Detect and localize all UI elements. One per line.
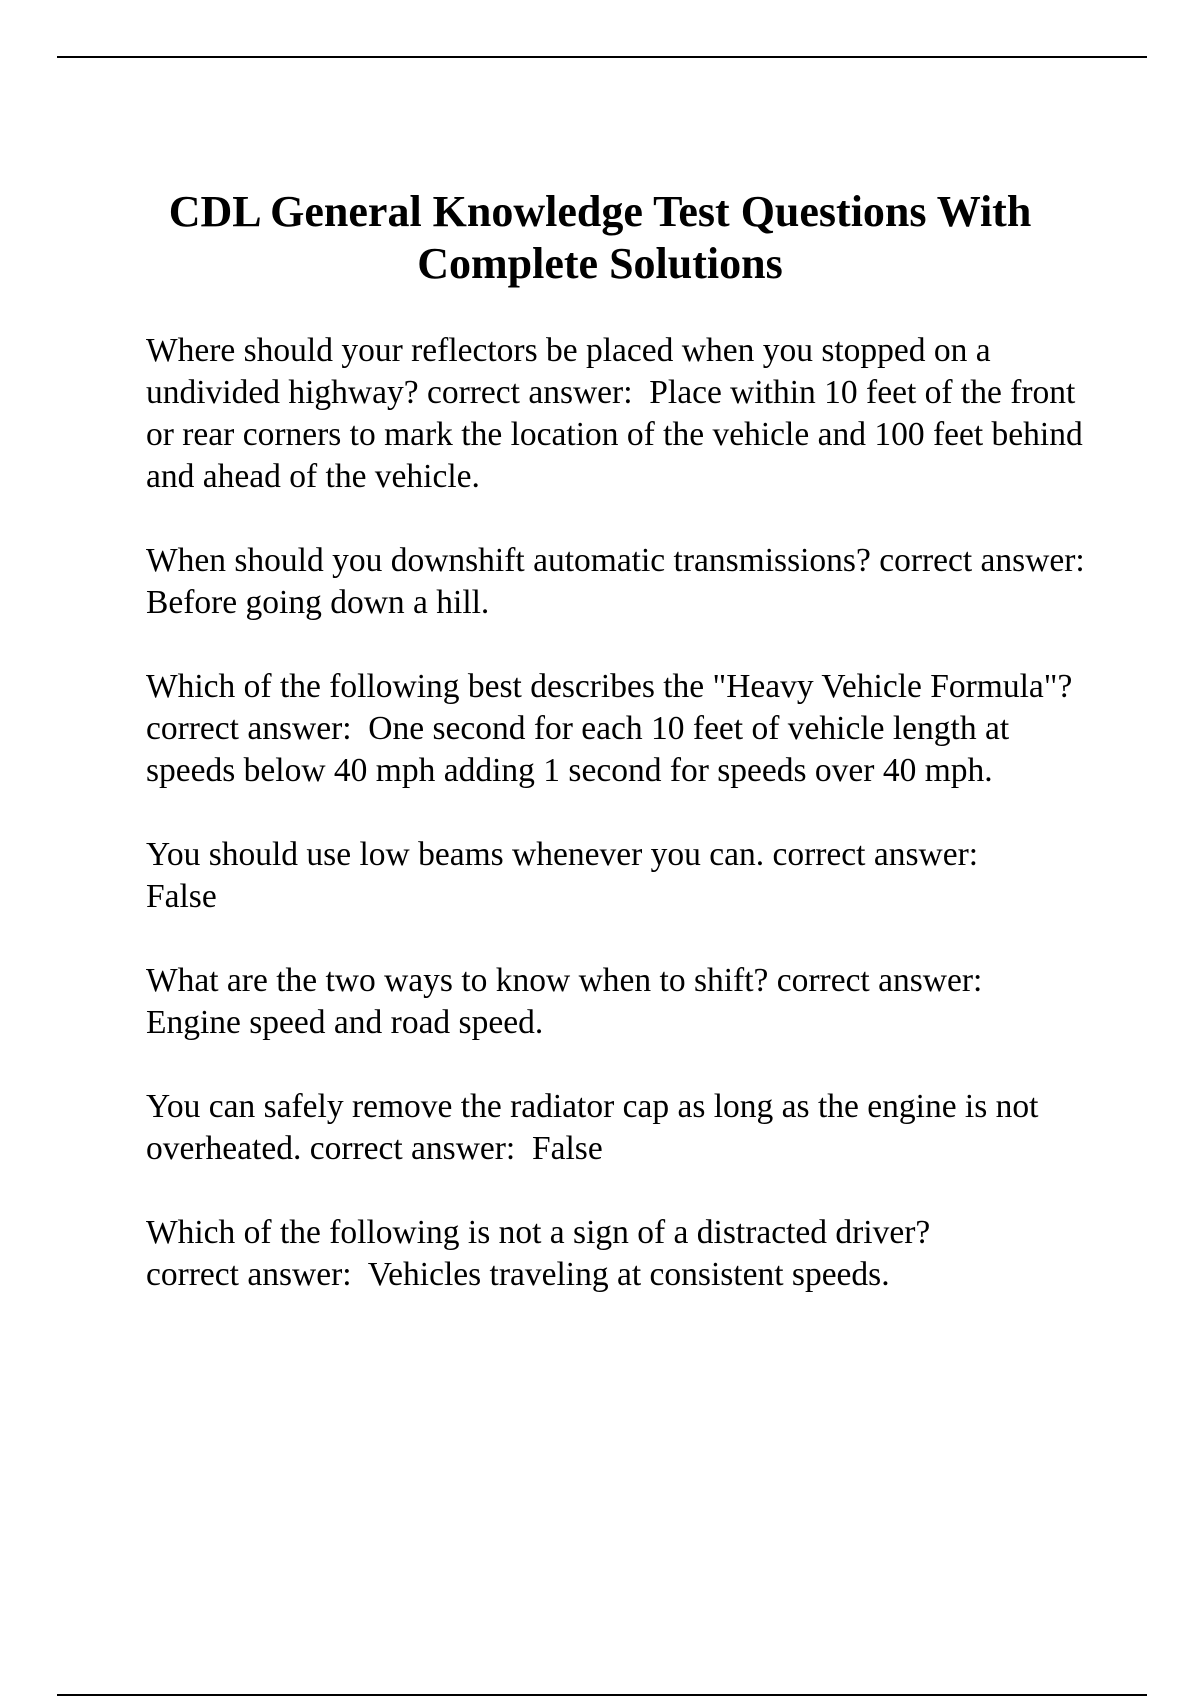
qa-list [146, 330, 1092, 1338]
question-text: Which of the following best describes the "Heavy Vehicle Formula"? [146, 668, 1073, 705]
answer-text: Vehicles traveling at consistent speeds. [367, 1256, 890, 1293]
answer-label: correct answer: [146, 1256, 352, 1293]
qa-item-1 [146, 330, 1092, 498]
answer-label: correct answer: [879, 542, 1085, 579]
answer-text: False [146, 878, 217, 915]
answer-label: correct answer: [776, 962, 983, 999]
qa-item-7 [146, 1212, 1086, 1296]
answer-label: correct answer: [309, 1130, 516, 1167]
answer-label: correct answer: [146, 710, 352, 747]
title-line-2: Complete Solutions [417, 239, 783, 288]
answer-text: Place within 10 feet of the front or rear corners to mark the location of the vehicle and 100 feet behind and ahead of the vehicle. [146, 374, 1092, 495]
answer-text: Before going down a hill. [146, 584, 490, 621]
bottom-divider [57, 1694, 1147, 1696]
question-text: What are the two ways to know when to shift? [146, 962, 769, 999]
qa-item-5 [146, 960, 1086, 1044]
top-divider [57, 56, 1147, 58]
document-title [100, 186, 1100, 290]
qa-item-6 [146, 1086, 1086, 1170]
answer-label: correct answer: [772, 836, 979, 873]
question-text: You can safely remove the radiator cap as long as the engine is not overheated. [146, 1088, 1047, 1167]
title-line-1: CDL General Knowledge Test Questions With [168, 187, 1032, 236]
qa-item-2 [146, 540, 1086, 624]
answer-text: One second for each 10 feet of vehicle length at speeds below 40 mph adding 1 second for speeds over 40 mph. [146, 710, 1018, 789]
answer-text: Engine speed and road speed. [146, 1004, 544, 1041]
qa-item-3 [146, 666, 1086, 792]
question-text: Which of the following is not a sign of a distracted driver? [146, 1214, 931, 1251]
question-text: You should use low beams whenever you can. [146, 836, 765, 873]
question-text: When should you downshift automatic transmissions? [146, 542, 871, 579]
answer-label: correct answer: [426, 374, 633, 411]
answer-text: False [531, 1130, 603, 1167]
qa-item-4 [146, 834, 1086, 918]
question-text: Where should your reflectors be placed when you stopped on a undivided highway? [146, 332, 1000, 411]
